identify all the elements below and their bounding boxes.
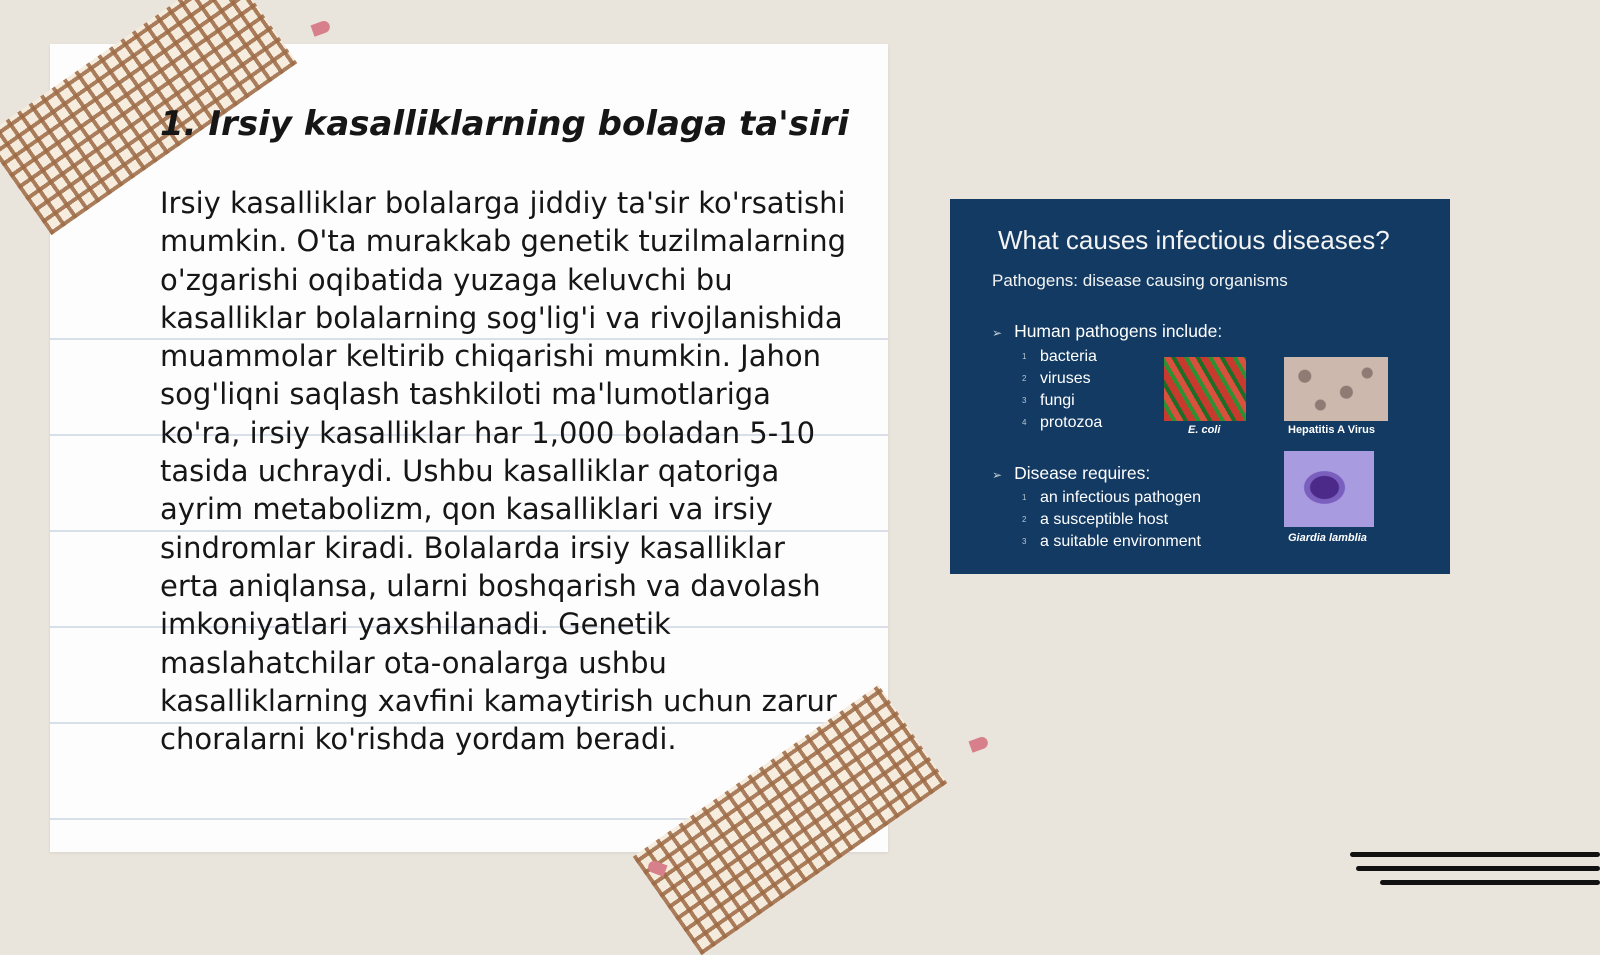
slide-title: What causes infectious diseases? [998, 225, 1390, 255]
embedded-slide [950, 199, 1450, 574]
list-item: 1 bacteria [1022, 348, 1097, 366]
list-item: 1 an infectious pathogen [1022, 489, 1202, 507]
list-item: 2 a susceptible host [1022, 511, 1169, 529]
tape-tab [310, 19, 331, 36]
pathogen-list [1022, 346, 1102, 434]
hepatitis-micrograph [1284, 357, 1388, 421]
ecoli-micrograph [1164, 357, 1246, 421]
giardia-micrograph [1284, 451, 1374, 527]
requirement-list [1022, 487, 1201, 553]
image-caption: Hepatitis A Virus [1288, 424, 1376, 436]
page-title: 1. Irsiy kasalliklarning bolaga ta'siri [160, 104, 849, 144]
list-item: 4 protozoa [1022, 414, 1103, 432]
bullet-heading: ➢ Disease requires: [992, 463, 1151, 483]
list-item: 2 viruses [1022, 370, 1091, 388]
arrow-bullet-icon: ➢ [992, 468, 1003, 482]
stripe [1356, 866, 1600, 871]
body-paragraph: Irsiy kasalliklar bolalarga jiddiy ta'sir ko'rsatishi mumkin. O'ta murakkab genetik tuzilmalarning o'zgarishi oqibatida yuzaga keluvchi bu kasalliklar bolalarning sog'lig'i va rivojlanishida muammolar keltirib chiqarishi mumkin. Jahon sog'liqni saqlash tashkiloti ma'lumotlariga ko'ra, irsiy kasalliklar har 1,000 boladan 5-10 tasida uchraydi. Ushbu kasalliklar qatoriga ayrim metabolizm, qon kasalliklari va irsiy sindromlar kiradi. Bolalarda irsiy kasalliklar erta aniqlansa, ularni boshqarish va davolash imkoniyatlari yaxshilanadi. Genetik maslahatchilar ota-onalarga ushbu kasalliklarning xavfini kamaytirish uchun zarur choralarni ko'rishda yordam beradi. [160, 186, 846, 757]
image-caption: E. coli [1188, 424, 1221, 436]
list-item: 3 a suitable environment [1022, 533, 1201, 551]
slide-subtitle: Pathogens: disease causing organisms [992, 271, 1288, 290]
arrow-bullet-icon: ➢ [992, 326, 1003, 340]
stripe [1350, 852, 1600, 857]
bullet-heading: ➢ Human pathogens include: [992, 321, 1223, 341]
image-caption: Giardia lamblia [1288, 532, 1367, 544]
tape-tab [968, 735, 989, 752]
stripe [1380, 880, 1600, 885]
list-item: 3 fungi [1022, 392, 1075, 410]
